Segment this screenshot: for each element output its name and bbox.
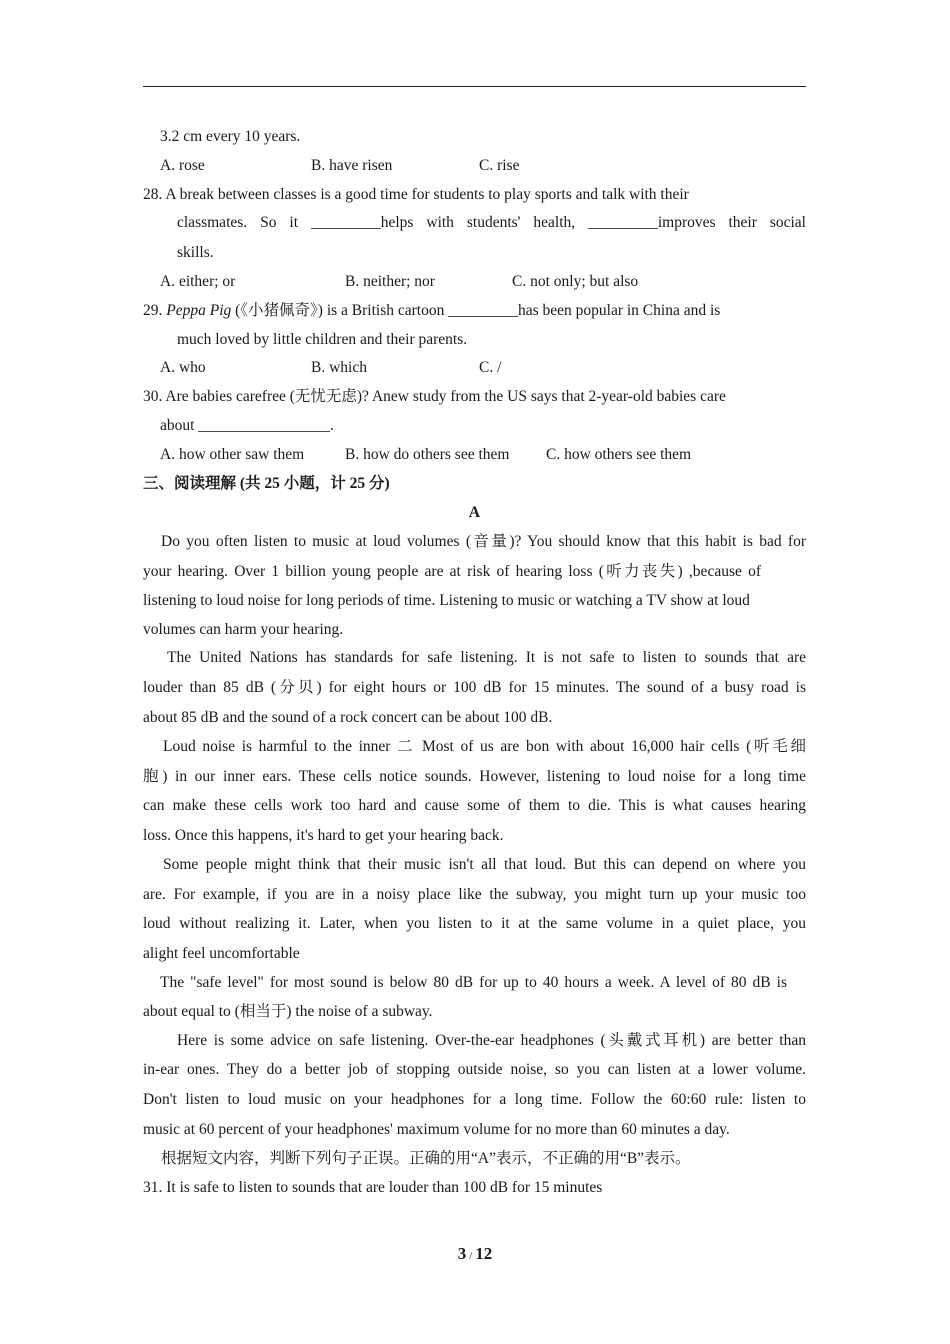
passage-p6-line-3: Don't listen to loud music on your headphones for a long time. Follow the 60:60 rule: listen to [143, 1091, 806, 1108]
q28-option-c: C. not only; but also [512, 273, 639, 290]
q27-tail: 3.2 cm every 10 years. [160, 128, 301, 145]
passage-p6-line-2: in-ear ones. They do a better job of stopping outside noise, so you can listen at a lower volume. [143, 1061, 806, 1078]
q27-option-a: A. rose [160, 157, 205, 174]
passage-p3-line-1: Loud noise is harmful to the inner 二 Most of us are bon with about 16,000 hair cells (听毛细 [163, 738, 806, 755]
passage-p2-line-2: louder than 85 dB (分贝) for eight hours or 100 dB for 15 minutes. The sound of a busy road is [143, 679, 806, 696]
passage-p5-line-1: The "safe level" for most sound is below 80 dB for up to 40 hours a week. A level of 80 dB is [160, 974, 787, 991]
reading-instruction: 根据短文内容，判断下列句子正误。正确的用“A”表示，不正确的用“B”表示。 [161, 1150, 691, 1167]
q30-option-a: A. how other saw them [160, 446, 305, 463]
q27-option-b: B. have risen [311, 157, 393, 174]
page-number [0, 1244, 950, 1264]
passage-p4-line-4: alight feel uncomfortable [143, 945, 300, 962]
q29-line-2: much loved by little children and their parents. [177, 331, 468, 348]
q27-option-c: C. rise [479, 157, 520, 174]
passage-p4-line-2: are. For example, if you are in a noisy place like the subway, you might turn up your music too [143, 886, 806, 903]
passage-p6-line-4: music at 60 percent of your headphones' maximum volume for no more than 60 minutes a day. [143, 1121, 730, 1138]
passage-p1-line-4: volumes can harm your hearing. [143, 621, 344, 638]
header-rule [143, 86, 806, 87]
q29-line-1 [143, 301, 720, 321]
q28-line-1: 28. A break between classes is a good time for students to play sports and talk with their [143, 186, 689, 203]
passage-p4-line-3: loud without realizing it. Later, when you listen to it at the same volume in a quiet place, you [143, 915, 806, 932]
q29-title: Peppa Pig [166, 302, 232, 319]
q29-line-1-rest: (《小猪佩奇》) is a British cartoon _________has been popular in China and is [231, 302, 721, 319]
section-heading: 三、阅读理解 (共 25 小题，计 25 分) [143, 475, 390, 492]
passage-p4-line-1: Some people might think that their music isn't all that loud. But this can depend on where you [163, 856, 806, 873]
q30-option-b: B. how do others see them [345, 446, 510, 463]
q30-line-2: about _________________. [160, 417, 334, 434]
passage-p3-line-3: can make these cells work too hard and cause some of them to die. This is what causes hearing [143, 797, 806, 814]
passage-label: A [468, 504, 481, 521]
q28-line-2: classmates. So it _________helps with students' health, _________improves their social [177, 214, 806, 231]
q31-statement: 31. It is safe to listen to sounds that are louder than 100 dB for 15 minutes [143, 1179, 603, 1196]
q28-option-a: A. either; or [160, 273, 236, 290]
page-current: 3 [457, 1244, 467, 1263]
q28-line-3: skills. [177, 244, 214, 261]
passage-p3-line-2: 胞) in our inner ears. These cells notice sounds. However, listening to loud noise for a long time [143, 768, 806, 785]
passage-p1-line-2: your hearing. Over 1 billion young people are at risk of hearing loss (听力丧失) ,because of [143, 563, 761, 580]
passage-p3-line-4: loss. Once this happens, it's hard to get your hearing back. [143, 827, 504, 844]
passage-p6-line-1: Here is some advice on safe listening. Over-the-ear headphones (头戴式耳机) are better than [177, 1032, 806, 1049]
q29-number: 29. [143, 302, 167, 319]
q29-option-a: A. who [160, 359, 206, 376]
q28-option-b: B. neither; nor [345, 273, 435, 290]
passage-p2-line-3: about 85 dB and the sound of a rock concert can be about 100 dB. [143, 709, 553, 726]
q30-line-1: 30. Are babies carefree (无忧无虑)? Anew study from the US says that 2-year-old babies care [143, 388, 726, 405]
page-separator: / [469, 1250, 473, 1262]
passage-p5-line-2: about equal to (相当于) the noise of a subway. [143, 1003, 433, 1020]
q29-option-c: C. / [479, 359, 502, 376]
passage-p2-line-1: The United Nations has standards for safe listening. It is not safe to listen to sounds that are [167, 649, 806, 666]
page-total: 12 [475, 1244, 493, 1263]
passage-p1-line-3: listening to loud noise for long periods of time. Listening to music or watching a TV show at loud [143, 592, 750, 609]
q29-option-b: B. which [311, 359, 367, 376]
q30-option-c: C. how others see them [546, 446, 692, 463]
passage-p1-line-1: Do you often listen to music at loud volumes (音量)? You should know that this habit is bad for [161, 533, 806, 550]
